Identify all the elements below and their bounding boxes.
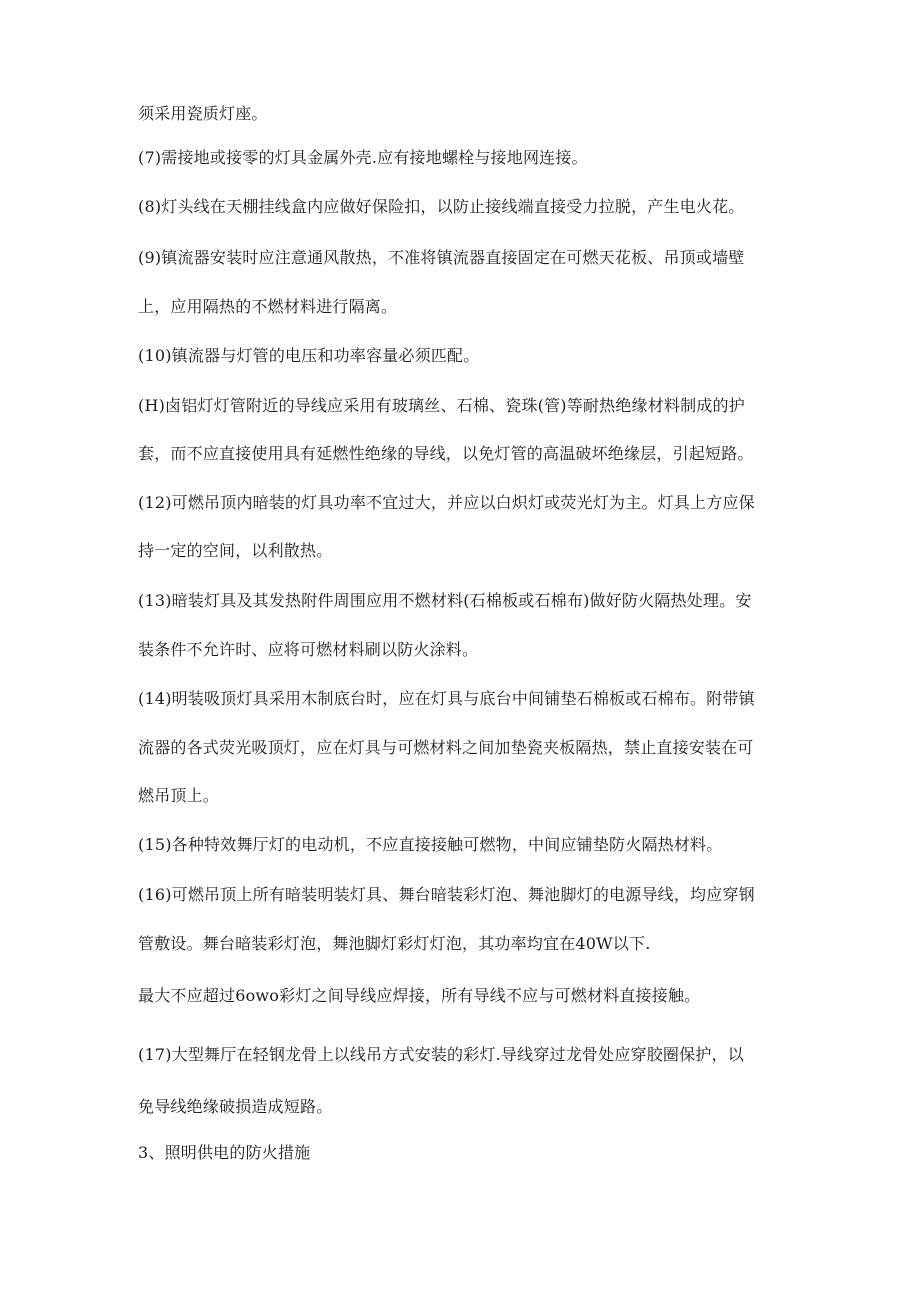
text-line: 须采用瓷质灯座。: [138, 104, 268, 123]
text-line: 免导线绝缘破损造成短路。: [138, 1097, 333, 1116]
section-heading: 3、照明供电的防火措施: [138, 1143, 311, 1162]
text-line: (8)灯头线在天棚挂线盒内应做好保险扣，以防止接线端直接受力拉脱，产生电火花。: [138, 197, 745, 216]
text-line: (17)大型舞厅在轻钢龙骨上以线吊方式安装的彩灯.导线穿过龙骨处应穿胶圈保护，以: [138, 1045, 744, 1064]
text-line: (H)卤铝灯灯管附近的导线应采用有玻璃丝、石棉、瓷珠(管)等耐热绝缘材料制成的护: [138, 396, 745, 415]
text-line: 上，应用隔热的不燃材料进行隔离。: [138, 297, 398, 316]
text-line: (12)可燃吊顶内暗装的灯具功率不宜过大，并应以白炽灯或荧光灯为主。灯具上方应保: [138, 493, 755, 512]
text-line: 套，而不应直接使用具有延燃性绝缘的导线，以免灯管的高温破坏绝缘层，引起短路。: [138, 444, 754, 463]
text-line: (13)暗装灯具及其发热附件周围应用不燃材料(石棉板或石棉布)做好防火隔热处理。安: [138, 591, 752, 610]
text-line: 持一定的空间，以利散热。: [138, 541, 333, 560]
text-line: (10)镇流器与灯管的电压和功率容量必须匹配。: [138, 346, 480, 365]
text-line: 管敷设。舞台暗装彩灯泡，舞池脚灯彩灯灯泡，其功率均宜在40W以下.: [138, 934, 651, 953]
text-line: 装条件不允许时、应将可燃材料刷以防火涂料。: [138, 640, 479, 659]
text-line: (9)镇流器安装时应注意通风散热，不准将镇流器直接固定在可燃天花板、吊顶或墙壁: [138, 248, 745, 267]
text-line: (7)需接地或接零的灯具金属外壳.应有接地螺栓与接地网连接。: [138, 148, 588, 167]
text-line: (15)各种特效舞厅灯的电动机，不应直接接触可燃物，中间应铺垫防火隔热材料。: [138, 835, 723, 854]
text-line: (16)可燃吊顶上所有暗装明装灯具、舞台暗装彩灯泡、舞池脚灯的电源导线，均应穿钢: [138, 885, 755, 904]
text-line: 流器的各式荧光吸顶灯，应在灯具与可燃材料之间加垫瓷夹板隔热，禁止直接安装在可: [138, 738, 754, 757]
text-line: 燃吊顶上。: [138, 786, 220, 805]
text-line: 最大不应超过6owo彩灯之间导线应焊接，所有导线不应与可燃材料直接接触。: [138, 986, 701, 1005]
text-line: (14)明装吸顶灯具采用木制底台时，应在灯具与底台中间铺垫石棉板或石棉布。附带镇: [138, 689, 755, 708]
